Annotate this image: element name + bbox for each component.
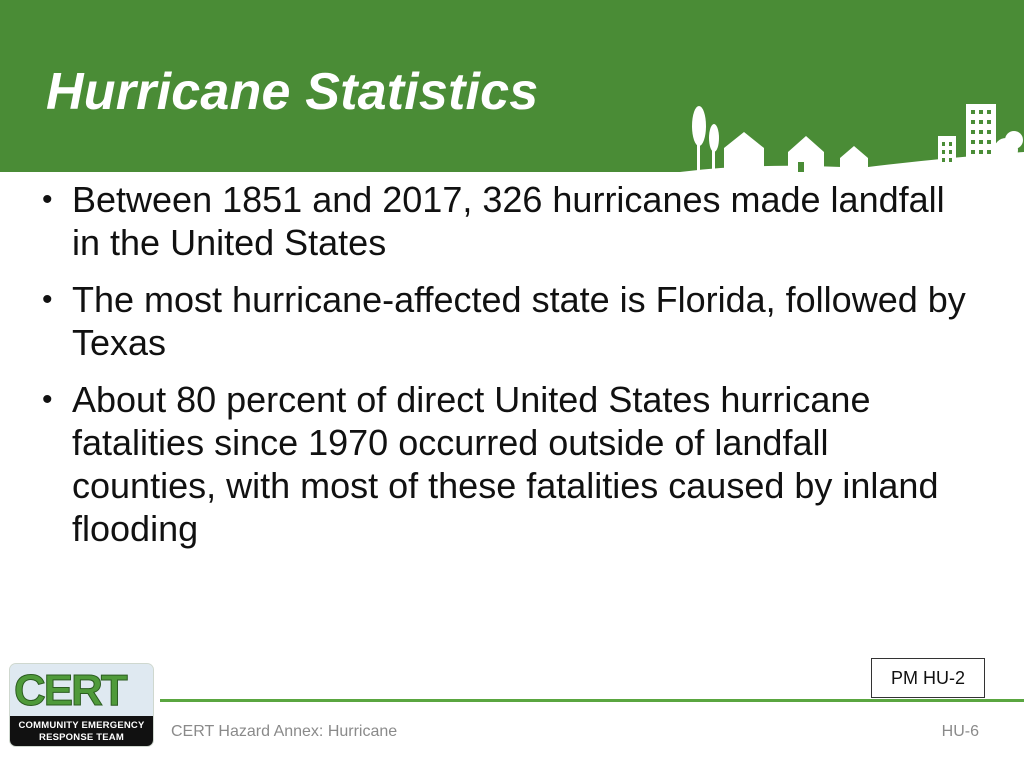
- bullet-text: About 80 percent of direct United States hurricane fatalities since 1970 occurred outside of landfall counties, with most of these fatalities caused by inland flooding: [72, 379, 939, 549]
- logo-line-2: RESPONSE TEAM: [39, 732, 124, 743]
- course-title: CERT Hazard Annex: Hurricane: [171, 723, 398, 740]
- bullet-item: [40, 278, 980, 364]
- bullet-list: [40, 178, 980, 564]
- bullet-dot: •: [42, 183, 53, 216]
- bullet-text: Between 1851 and 2017, 326 hurricanes made landfall in the United States: [72, 179, 945, 263]
- city-skyline-icon: [680, 96, 1024, 176]
- reference-box: PM HU-2: [871, 658, 985, 698]
- footer-divider: [160, 699, 1024, 702]
- bullet-text: The most hurricane-affected state is Florida, followed by Texas: [72, 279, 966, 363]
- bullet-dot: •: [42, 383, 53, 416]
- bullet-item: [40, 178, 980, 264]
- logo-letters: CERT: [14, 666, 126, 715]
- bullet-item: [40, 378, 980, 550]
- cert-logo: [10, 664, 153, 746]
- title-banner: [0, 0, 1024, 172]
- slide-title: Hurricane Statistics: [46, 63, 539, 121]
- page-number: HU-6: [941, 723, 979, 740]
- bullet-dot: •: [42, 283, 53, 316]
- logo-line-1: COMMUNITY EMERGENCY: [18, 720, 145, 731]
